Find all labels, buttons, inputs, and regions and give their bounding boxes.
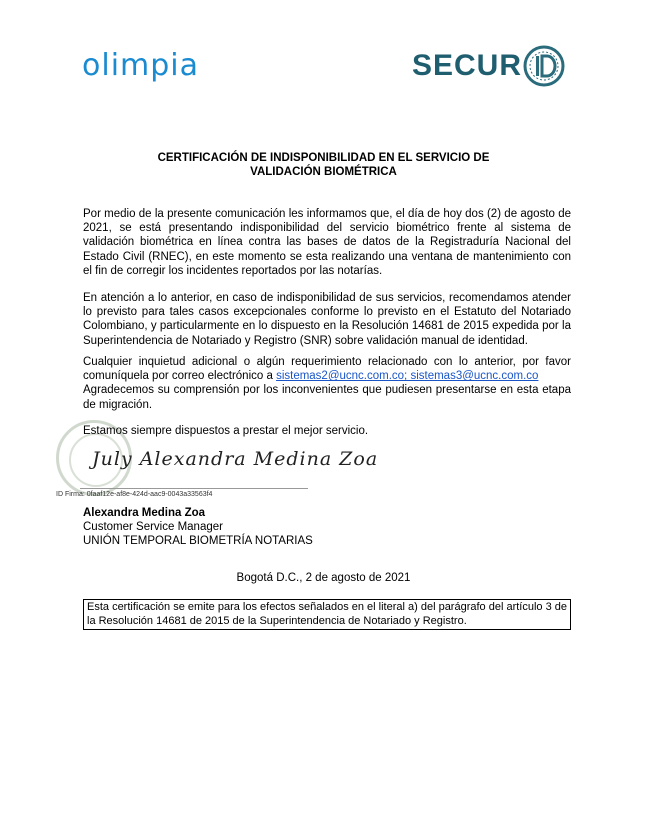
title-line-1: CERTIFICACIÓN DE INDISPONIBILIDAD EN EL SERVICIO DE [157, 152, 490, 164]
signature-id: ID Firma: 0faaf12e-af8e-424d-aac9-0043a33563f4 [56, 491, 213, 498]
signer-org: UNIÓN TEMPORAL BIOMETRÍA NOTARIAS [83, 535, 313, 548]
paragraph-recommendation: En atención a lo anterior, en caso de indisponibilidad de sus servicios, recomendamos atender lo previsto para tales casos excepcionales conforme lo previsto en el Estatuto del Notariado Colombiano, y particularmente en lo dispuesto en la Resolución 14681 de 2015 expedida por la Superintendencia de Notariado y Registro (SNR) sobre validación manual de identidad. [83, 292, 571, 347]
paragraph-intro: Por medio de la presente comunicación les informamos que, el día de hoy dos (2) de agosto de 2021, se está presentando indisponibilidad del servicio biométrico frente al sistema de validación biométrica en línea contra las bases de datos de la Registraduría Nacional del Estado Civil (RNEC), en este momento se esta realizando una ventana de mantenimiento con el fin de corregir los incidentes reportados por las notarías. [83, 208, 571, 277]
signature-line [80, 488, 308, 489]
thanks-text: Agradecemos su comprensión por los inconvenientes que pudiesen presentarse en esta etapa de migración. [83, 384, 571, 411]
date-line: Bogotá D.C., 2 de agosto de 2021 [236, 572, 411, 584]
legal-note-box: Esta certificación se emite para los efectos señalados en el literal a) del parágrafo del artículo 3 de la Resolución 14681 de 2015 de la Superintendencia de Notariado y Registro. [83, 599, 571, 630]
signer-name: Alexandra Medina Zoa [83, 507, 206, 519]
title-line-2: VALIDACIÓN BIOMÉTRICA [250, 166, 397, 178]
fingerprint-id-icon [522, 44, 566, 88]
signer-block [83, 506, 313, 549]
email-link[interactable]: sistemas2@ucnc.com.co; sistemas3@ucnc.com.co [276, 370, 539, 383]
paragraph-closing: Estamos siempre dispuestos a prestar el mejor servicio. [83, 425, 369, 437]
securid-logo [412, 44, 566, 88]
securid-logo-text: SECUR [412, 49, 523, 82]
document-title [0, 151, 647, 179]
contact-text: Cualquier inquietud adicional o algún requerimiento relacionado con lo anterior, por favor comuníquela por correo electrónico a [83, 356, 571, 383]
olimpia-logo: olimpia [82, 48, 200, 83]
paragraph-contact [83, 355, 571, 412]
signer-role: Customer Service Manager [83, 521, 223, 534]
handwritten-signature: July Alexandra Medina Zoa [92, 448, 379, 470]
